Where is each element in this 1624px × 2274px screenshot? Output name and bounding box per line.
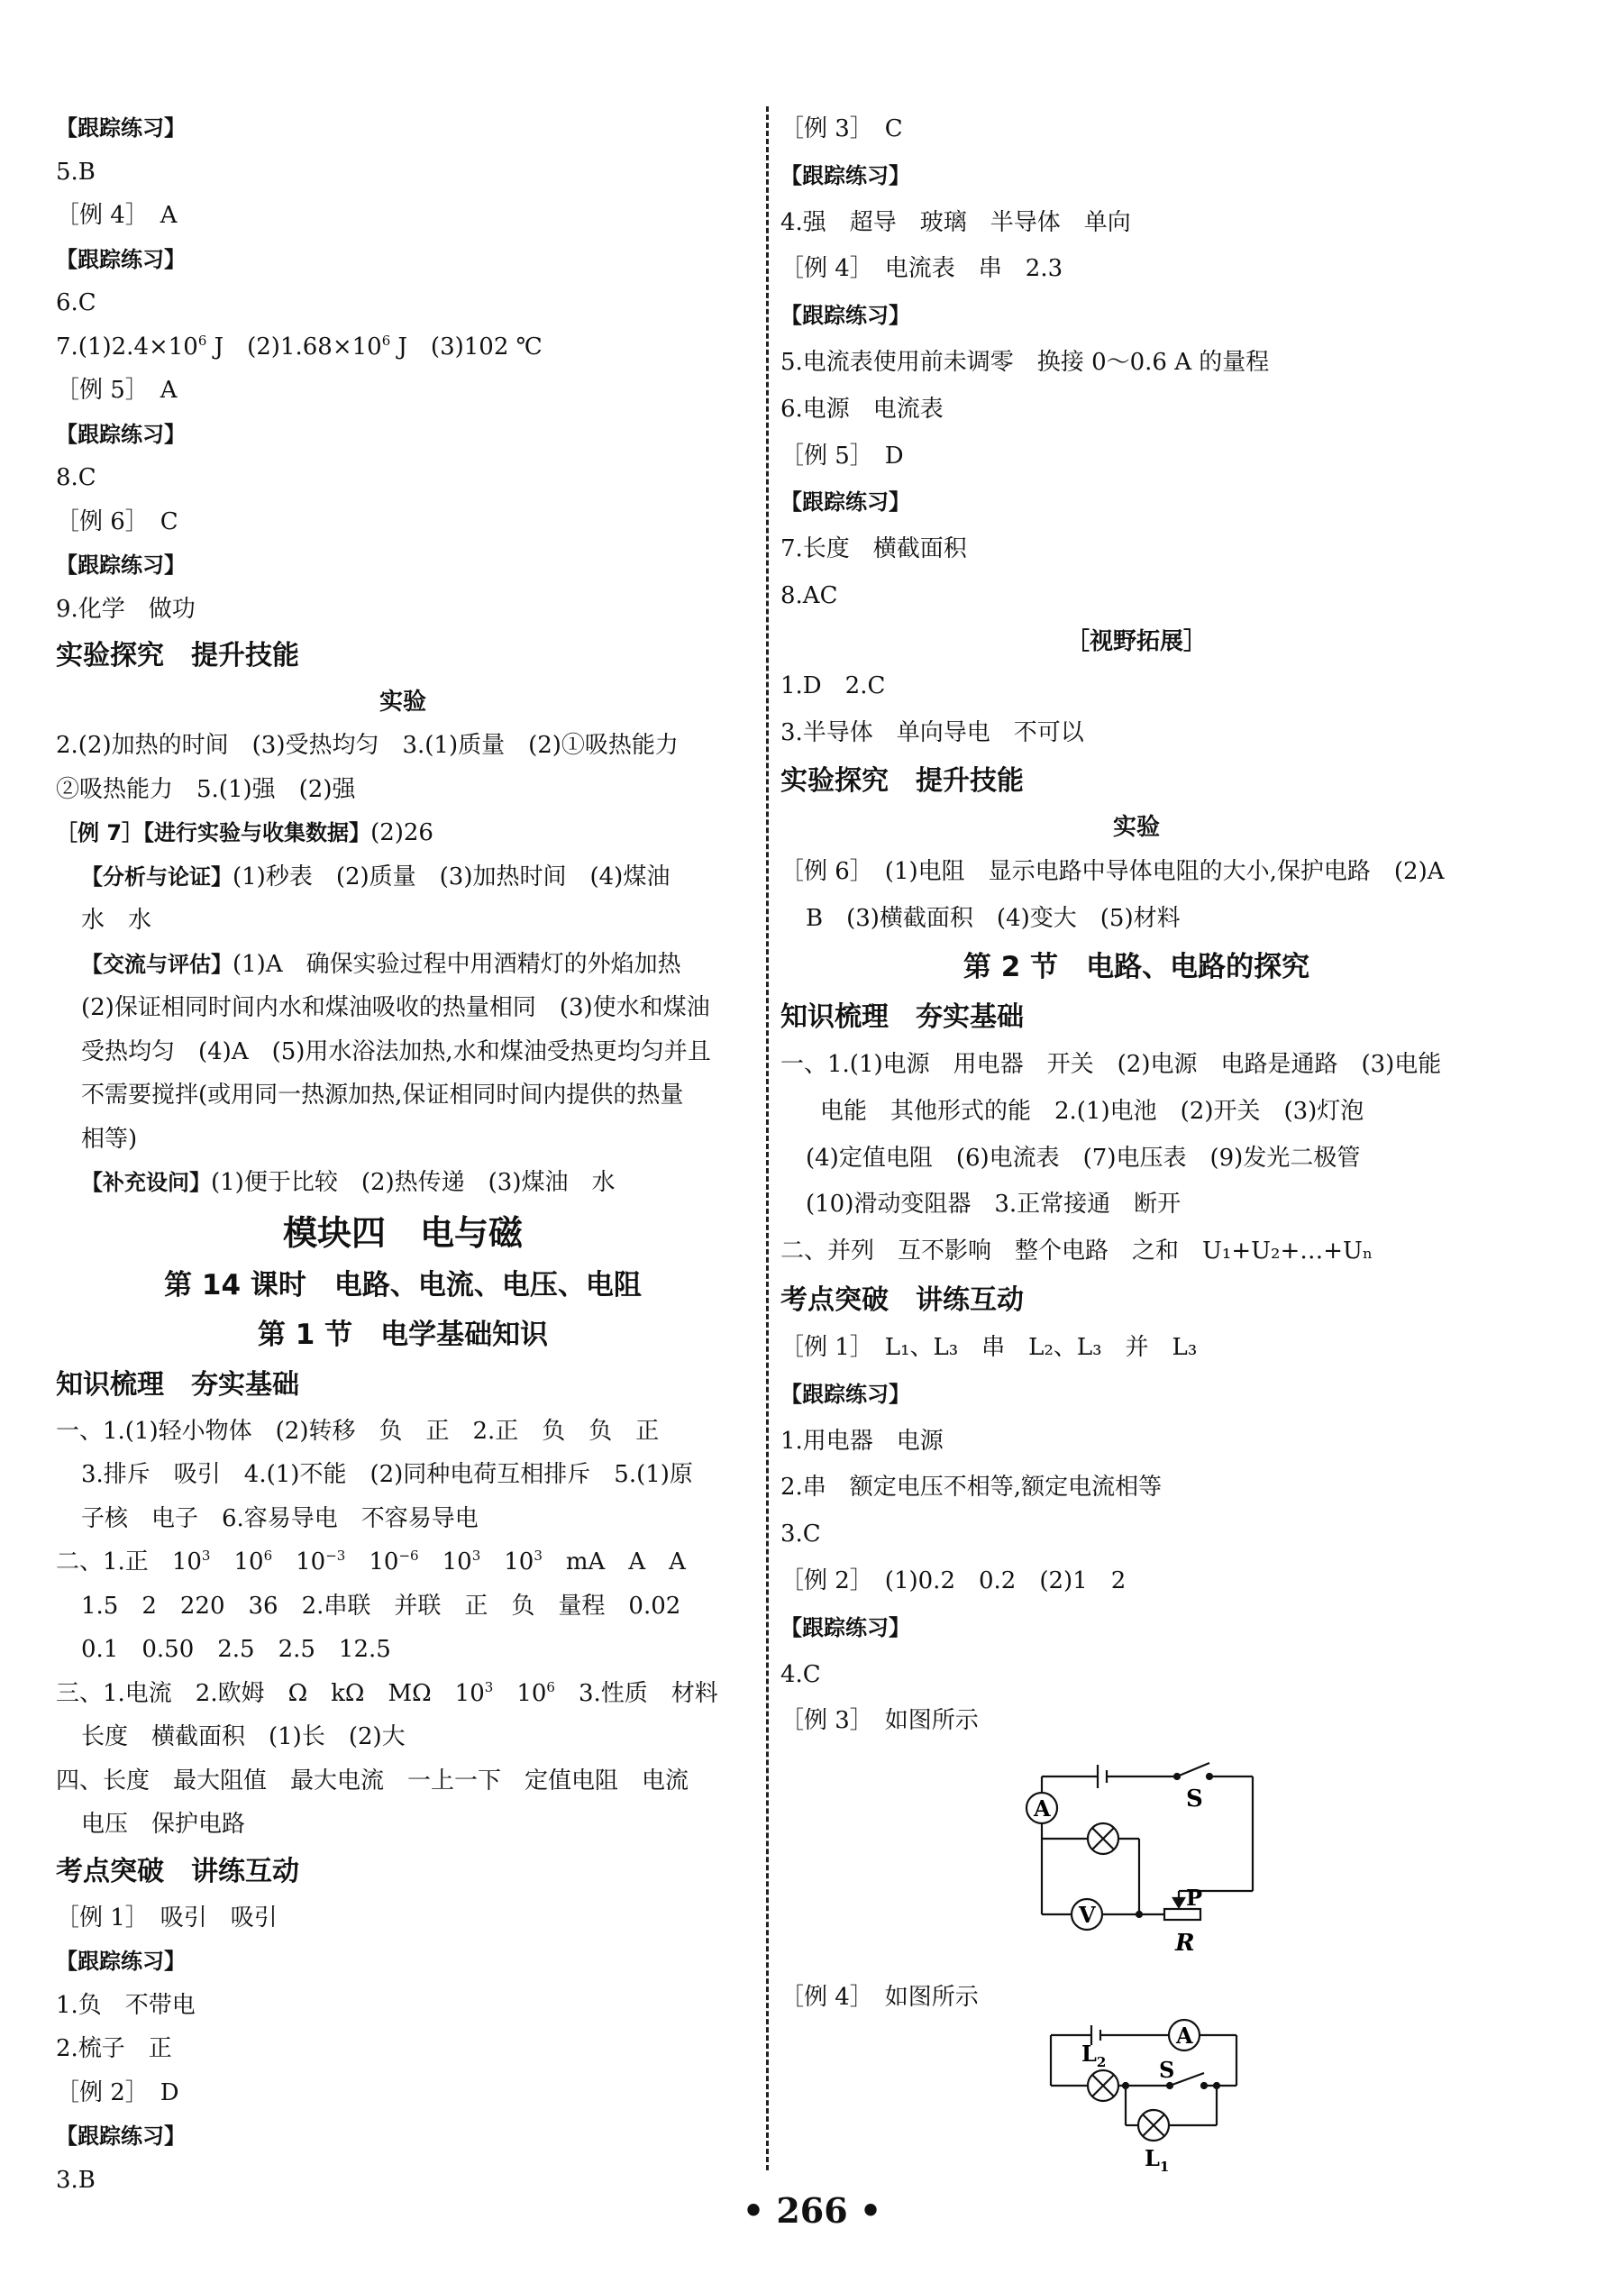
answer-line [56, 1161, 750, 1205]
answer-line: 3.B [56, 2166, 96, 2194]
answer-line: 1.5 2 220 36 2.串联 并联 正 负 量程 0.02 [81, 1592, 681, 1620]
question-label: 【分析与论证】 [81, 863, 233, 890]
answer-line: 8.C [56, 464, 96, 491]
exponent: 6 [381, 332, 391, 349]
subheading: ［视野拓展］ [1065, 627, 1207, 655]
answer-line: ［例 6］ C [56, 507, 178, 535]
answer-line: 四、长度 最大阻值 最大电流 一上一下 定值电阻 电流 [56, 1767, 689, 1795]
answer-text: (2)26 [370, 819, 433, 846]
practice-label: 【跟踪练习】 [56, 1949, 186, 1974]
subheading: 实验 [379, 689, 426, 716]
rheostat-label: R [1175, 1930, 1195, 1958]
answer-line: 9.化学 做功 [56, 595, 196, 623]
switch-label: S [1186, 1785, 1203, 1813]
answer-line: (10)滑动变阻器 3.正常接通 断开 [806, 1191, 1182, 1219]
answer-line [56, 325, 750, 370]
answer-line: 6.电源 电流表 [780, 395, 944, 423]
module-title: 模块四 电与磁 [282, 1212, 523, 1253]
ammeter-label: A [1176, 2022, 1193, 2049]
answer-line: (4)定值电阻 (6)电流表 (7)电压表 (9)发光二极管 [806, 1144, 1361, 1172]
answer-line: 3.半导体 单向导电 不可以 [780, 718, 1084, 746]
answer-line: 2.梳子 正 [56, 2035, 172, 2062]
subheading: 实验 [1112, 814, 1160, 842]
answer-text: (1)秒表 (2)质量 (3)加热时间 (4)煤油 [233, 863, 671, 890]
section-heading: 知识梳理 夯实基础 [56, 1368, 299, 1401]
answer-text: J (3)102 ℃ [390, 333, 543, 361]
question-label: ［例 7］【进行实验与收集数据】 [56, 820, 371, 845]
circuit-figure-example-4 [780, 2022, 1492, 2175]
lamp-l1-label: $L_1$ [1145, 2144, 1170, 2175]
answer-line: 1.负 不带电 [56, 1991, 196, 2019]
answer-line [56, 855, 750, 900]
section-heading: 考点突破 讲练互动 [56, 1855, 299, 1887]
answer-line: 0.1 0.50 2.5 2.5 12.5 [81, 1636, 391, 1663]
answer-line: 电能 其他形式的能 2.(1)电池 (2)开关 (3)灯泡 [820, 1097, 1364, 1125]
answer-text: (1)A 确保实验过程中用酒精灯的外焰加热 [233, 950, 681, 978]
lesson-title: 第 2 节 电路、电路的探究 [963, 950, 1310, 983]
answer-line: 2.串 额定电压不相等,额定电流相等 [780, 1474, 1163, 1502]
answer-line: ［例 5］ A [56, 377, 178, 404]
practice-label: 【跟踪练习】 [780, 162, 910, 188]
answer-line: 受热均匀 (4)A (5)用水浴法加热,水和煤油受热更均匀并且 [81, 1037, 711, 1065]
question-label: 【补充设问】 [81, 1170, 211, 1195]
practice-label: 【跟踪练习】 [780, 303, 910, 329]
answer-line: ［例 4］ A [56, 202, 178, 229]
answer-line: 4.C [780, 1660, 821, 1688]
answer-line: ②吸热能力 5.(1)强 (2)强 [56, 775, 356, 803]
column-divider [766, 106, 769, 2170]
answer-line: 长度 横截面积 (1)长 (2)大 [81, 1723, 406, 1750]
answer-line: 子核 电子 6.容易导电 不容易导电 [81, 1504, 479, 1532]
circuit-figure-example-3 [780, 1745, 1492, 1975]
answer-line: 3.排斥 吸引 4.(1)不能 (2)同种电荷互相排斥 5.(1)原 [81, 1461, 693, 1488]
slider-label: P [1186, 1885, 1203, 1912]
answer-line: ［例 1］ L₁、L₃ 串 L₂、L₃ 并 L₃ [780, 1333, 1198, 1361]
section-heading: 实验探究 提升技能 [56, 640, 299, 671]
answer-line: ［例 2］ (1)0.2 0.2 (2)1 2 [780, 1566, 1127, 1594]
answer-line: 3.C [780, 1521, 821, 1548]
answer-text: (1)便于比较 (2)热传递 (3)煤油 水 [211, 1169, 616, 1196]
section-heading: 实验探究 提升技能 [780, 765, 1024, 798]
answer-line: 三、1.电流 2.欧姆 Ω kΩ MΩ $10^3$ $10^6$ 3.性质 材料 [56, 1678, 718, 1707]
section-heading: 知识梳理 夯实基础 [780, 1000, 1024, 1033]
answer-line: ［例 4］ 电流表 串 2.3 [780, 255, 1063, 283]
voltmeter-label: V [1079, 1902, 1096, 1929]
question-label: 【交流与评估】 [81, 951, 233, 977]
answer-line: 相等) [81, 1125, 138, 1153]
answer-line: ［例 2］ D [56, 2078, 179, 2106]
practice-label: 【跟踪练习】 [56, 421, 186, 447]
answer-line: 1.用电器 电源 [780, 1427, 944, 1455]
answer-line [56, 943, 750, 987]
practice-label: 【跟踪练习】 [780, 1614, 910, 1640]
ammeter-label: A [1034, 1795, 1051, 1822]
practice-label: 【跟踪练习】 [56, 2123, 186, 2149]
answer-text: J (2)1.68×10 [206, 333, 382, 361]
answer-line: 二、1.正 $10^3$ $10^6$ $10^{-3}$ $10^{-6}$ $10^3$ $10^3$ mA A A [56, 1548, 686, 1575]
answer-line: 一、1.(1)轻小物体 (2)转移 负 正 2.正 负 负 正 [56, 1417, 660, 1445]
switch-label: S [1159, 2056, 1175, 2083]
practice-label: 【跟踪练习】 [56, 553, 186, 578]
answer-line: 电压 保护电路 [81, 1811, 246, 1838]
answer-line [56, 811, 750, 855]
answer-line: B (3)横截面积 (4)变大 (5)材料 [806, 905, 1181, 933]
answer-line: 一、1.(1)电源 用电器 开关 (2)电源 电路是通路 (3)电能 [780, 1050, 1442, 1078]
answer-line: (2)保证相同时间内水和煤油吸收的热量相同 (3)使水和煤油 [81, 994, 710, 1021]
answer-line: ［例 6］ (1)电阻 显示电路中导体电阻的大小,保护电路 (2)A [780, 858, 1445, 886]
answer-line: 5.电流表使用前未调零 换接 0～0.6 A 的量程 [780, 348, 1270, 376]
answer-line: 二、并列 互不影响 整个电路 之和 U₁+U₂+…+Uₙ [780, 1237, 1373, 1265]
lamp-l2-label: $L_2$ [1081, 2040, 1107, 2070]
answer-line: ［例 1］ 吸引 吸引 [56, 1904, 278, 1932]
answer-line: ［例 3］ 如图所示 [780, 1707, 979, 1735]
answer-line: 2.(2)加热的时间 (3)受热均匀 3.(1)质量 (2)①吸热能力 [56, 732, 679, 759]
practice-label: 【跟踪练习】 [56, 115, 186, 141]
lesson-title: 第 1 节 电学基础知识 [257, 1318, 549, 1351]
left-column [56, 106, 750, 2202]
answer-line: 4.强 超导 玻璃 半导体 单向 [780, 208, 1131, 236]
answer-line: ［例 3］ C [780, 115, 903, 142]
answer-line: 8.AC [780, 581, 838, 609]
lesson-title: 第 14 课时 电路、电流、电压、电阻 [164, 1268, 642, 1301]
answer-line: ［例 4］ 如图所示 [780, 1984, 979, 2012]
answer-line: ［例 5］ D [780, 442, 904, 470]
page-number: • 266 • [742, 2190, 882, 2231]
practice-label: 【跟踪练习】 [56, 246, 186, 272]
practice-label: 【跟踪练习】 [780, 489, 910, 516]
answer-line: 6.C [56, 289, 96, 316]
practice-label: 【跟踪练习】 [780, 1381, 910, 1407]
exponent: 6 [197, 332, 207, 349]
section-heading: 考点突破 讲练互动 [780, 1283, 1024, 1316]
answer-line: 不需要搅拌(或用同一热源加热,保证相同时间内提供的热量 [81, 1082, 684, 1109]
answer-text: 7.(1)2.4×10 [56, 333, 198, 361]
answer-line: 水 水 [81, 907, 152, 934]
answer-line: 5.B [56, 158, 96, 186]
right-column [780, 106, 1492, 2175]
answer-line: 7.长度 横截面积 [780, 535, 967, 563]
answer-line: 1.D 2.C [780, 671, 886, 699]
